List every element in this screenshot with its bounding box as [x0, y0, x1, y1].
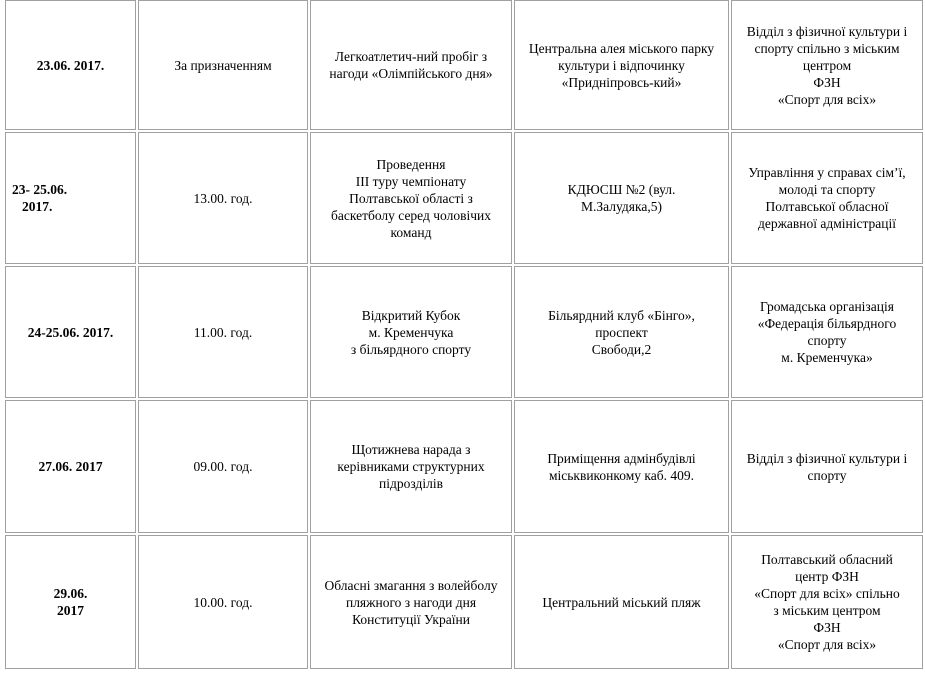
- organizer-cell: Громадська організація «Федерація більярдного спорту м. Кременчука»: [731, 266, 923, 398]
- time-cell: 13.00. год.: [138, 132, 308, 264]
- time-cell: 09.00. год.: [138, 400, 308, 533]
- table-row: [5, 535, 923, 669]
- event-cell: Обласні змагання з волейболу пляжного з нагоди дня Конституції України: [310, 535, 512, 669]
- table-row: [5, 0, 923, 130]
- date-cell: 24-25.06. 2017.: [5, 266, 136, 398]
- time-cell: 10.00. год.: [138, 535, 308, 669]
- date-cell: 27.06. 2017: [5, 400, 136, 533]
- place-cell: КДЮСШ №2 (вул. М.Залудяка,5): [514, 132, 729, 264]
- time-cell: За призначенням: [138, 0, 308, 130]
- table-row: [5, 400, 923, 533]
- date-cell: 23- 25.06. 2017.: [5, 132, 136, 264]
- date-cell: 23.06. 2017.: [5, 0, 136, 130]
- event-cell: Легкоатлетич-ний пробіг з нагоди «Олімпійського дня»: [310, 0, 512, 130]
- place-cell: Приміщення адмінбудівлі міськвиконкому каб. 409.: [514, 400, 729, 533]
- event-cell: Проведення ІІІ туру чемпіонату Полтавської області з баскетболу серед чоловічих команд: [310, 132, 512, 264]
- date-cell: 29.06. 2017: [5, 535, 136, 669]
- organizer-cell: Відділ з фізичної культури і спорту: [731, 400, 923, 533]
- event-cell: Щотижнева нарада з керівниками структурних підрозділів: [310, 400, 512, 533]
- place-cell: Центральна алея міського парку культури і відпочинку «Придніпровсь-кий»: [514, 0, 729, 130]
- place-cell: Центральний міський пляж: [514, 535, 729, 669]
- schedule-body: [5, 0, 923, 669]
- event-cell: Відкритий Кубок м. Кременчука з більярдного спорту: [310, 266, 512, 398]
- organizer-cell: Відділ з фізичної культури і спорту спільно з міським центром ФЗН «Спорт для всіх»: [731, 0, 923, 130]
- table-row: [5, 132, 923, 264]
- organizer-cell: Управління у справах сім’ї, молоді та спорту Полтавської обласної державної адміністрації: [731, 132, 923, 264]
- place-cell: Більярдний клуб «Бінго», проспект Свободи,2: [514, 266, 729, 398]
- schedule-table: [3, 0, 925, 671]
- time-cell: 11.00. год.: [138, 266, 308, 398]
- organizer-cell: Полтавський обласний центр ФЗН «Спорт для всіх» спільно з міським центром ФЗН «Спорт для всіх»: [731, 535, 923, 669]
- table-row: [5, 266, 923, 398]
